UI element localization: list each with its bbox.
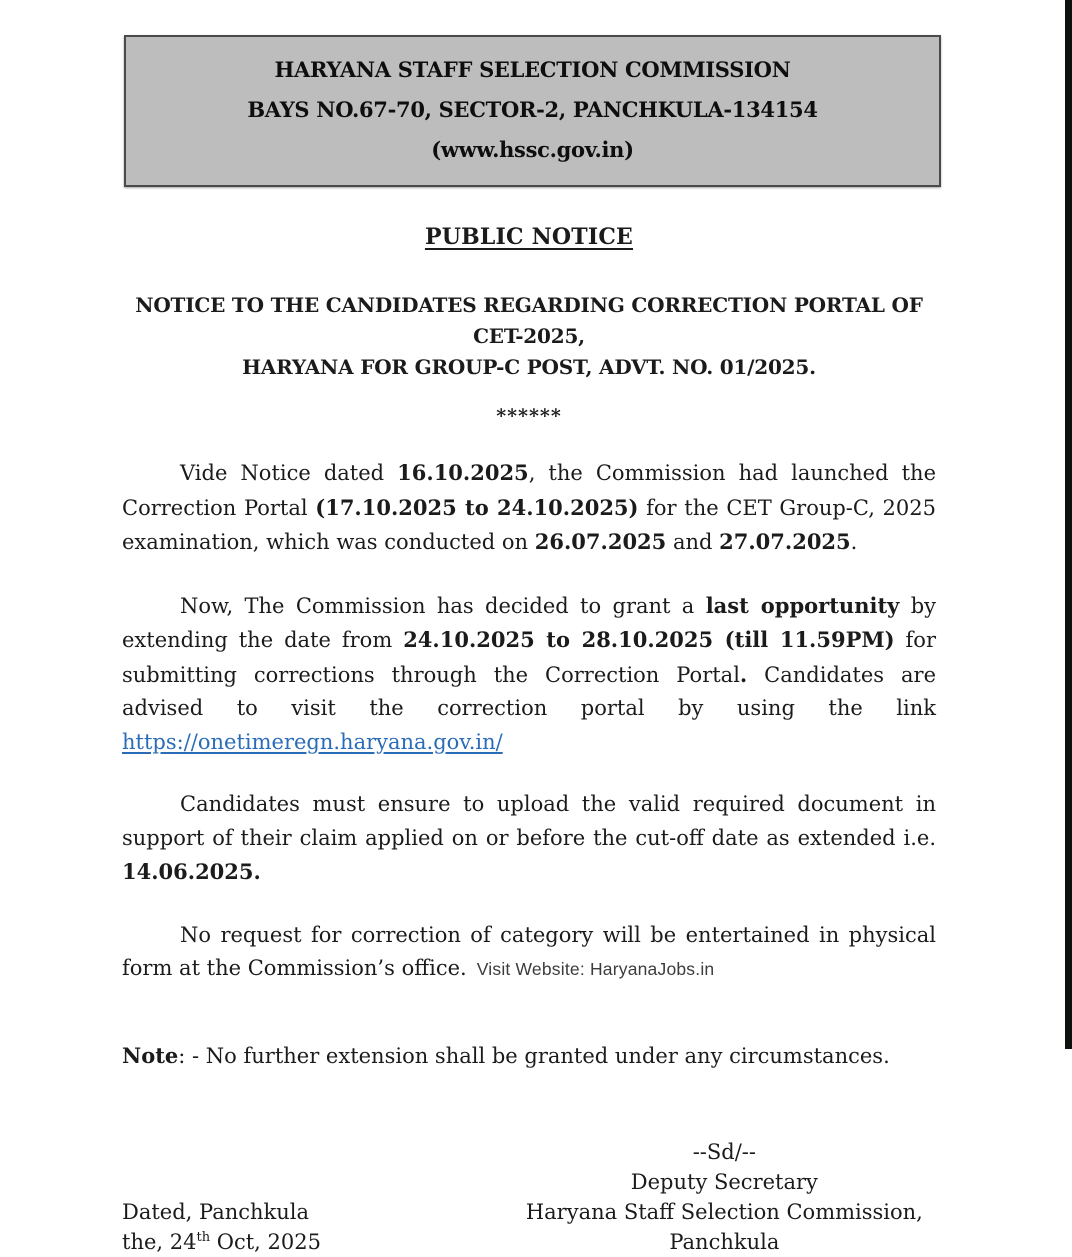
date-place-line: Dated, Panchkula [122,1199,310,1224]
notice-subject-line1: NOTICE TO THE CANDIDATES REGARDING CORRECTION PORTAL OF CET-2025, [135,293,923,348]
correction-portal-link[interactable]: https://onetimeregn.haryana.gov.in/ [122,729,503,754]
note-line: Note: - No further extension shall be granted under any circumstances. [122,1042,890,1068]
sd-line: --Sd/-- [692,1139,756,1164]
paragraph-no-physical-request: No request for correction of category will be entertained in physical form at the Commission’s office. Visit Website: HaryanaJobs.in [122,922,936,980]
notice-subject-line2: HARYANA FOR GROUP-C POST, ADVT. NO. 01/2025. [242,355,816,379]
commission-address: BAYS NO.67-70, SECTOR-2, PANCHKULA-134154 [247,97,818,122]
public-notice-heading: PUBLIC NOTICE [424,224,634,250]
commission-website: (www.hssc.gov.in) [431,137,634,162]
public-notice-document [122,0,936,1257]
notice-subject [122,290,936,383]
paragraph-document-upload: Candidates must ensure to upload the valid required document in support of their claim applied on or before the cut-off date as extended i.e. 14.06.2025. [122,792,936,884]
page-edge-strip [1065,0,1072,1049]
date-line: the, 24th Oct, 2025 [122,1229,321,1254]
date-block [122,1197,513,1257]
commission-header-box [124,35,941,187]
signatory-organisation: Haryana Staff Selection Commission, [525,1199,923,1224]
signatory-place: Panchkula [669,1229,780,1254]
separator-stars: ****** [496,405,562,427]
paragraph-portal-launch: Vide Notice dated 16.10.2025, the Commission had launched the Correction Portal (17.10.2025 to 24.10.2025) for the CET Group-C, 2025 examination, which was conducted on 26.07.2025 and 27.07.2025. [122,460,936,554]
signatory-block [513,1137,936,1257]
signatory-designation: Deputy Secretary [630,1169,818,1194]
paragraph-extension: Now, The Commission has decided to grant a last opportunity by extending the date from 24.10.2025 to 28.10.2025 (till 11.59PM) for submitting corrections through the Correction Portal. Candidates are advised to visit the correction portal by using the link https://onetimeregn.haryana.gov.in/ [122,592,937,754]
commission-name: HARYANA STAFF SELECTION COMMISSION [274,57,791,82]
signature-area [122,1137,936,1257]
